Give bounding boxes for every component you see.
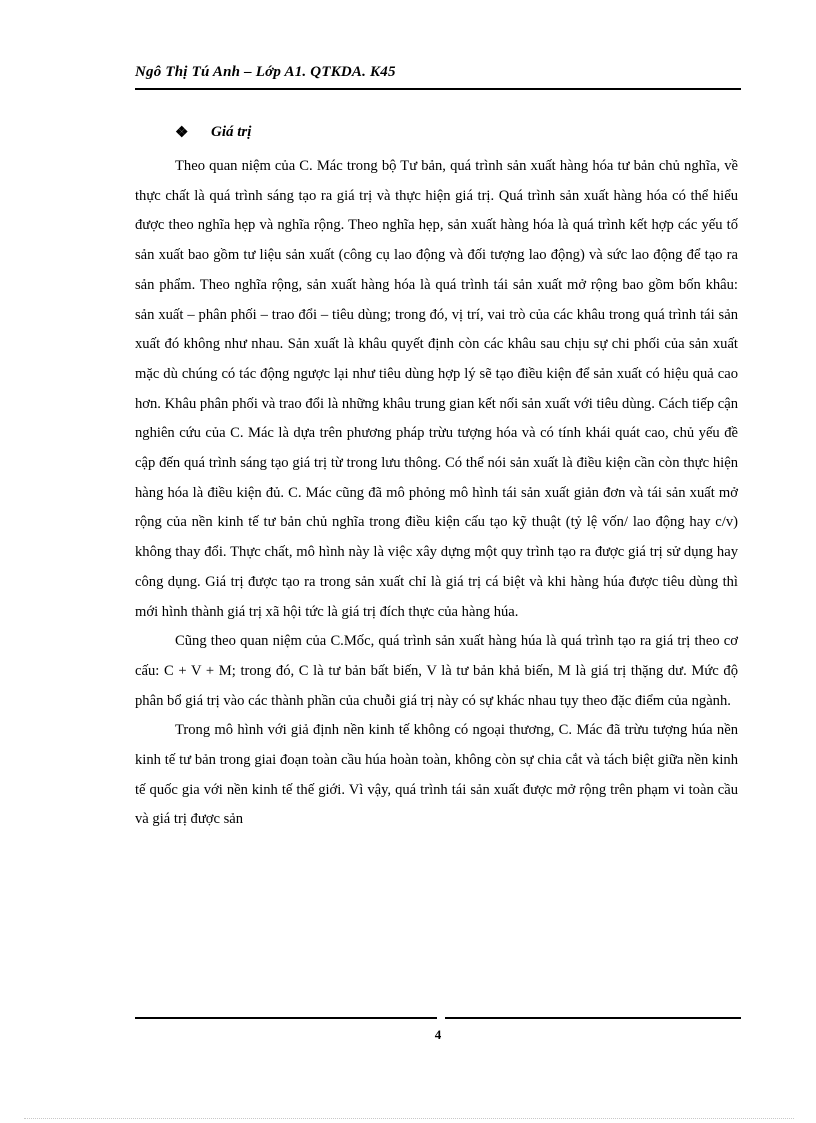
footer-rule-right bbox=[445, 1017, 741, 1019]
page-number: 4 bbox=[434, 1027, 442, 1042]
section-heading bbox=[175, 123, 251, 142]
paragraph-3: Trong mô hình với giả định nền kinh tế không có ngoại thương, C. Mác đã trừu tượng húa nền kinh tế tư bản trong giai đoạn toàn cầu húa hoàn toàn, không còn sự chia cắt và tách biệt giữa nền kinh tế quốc gia với nền kinh tế thế giới. Vì vậy, quá trình tái sản xuất được mở rộng trên phạm vi toàn cầu và giá trị được sản bbox=[135, 722, 738, 828]
section-title: Giá trị bbox=[211, 124, 252, 140]
footer-rule-left bbox=[135, 1017, 437, 1019]
page-edge-divider bbox=[24, 1118, 794, 1119]
running-header: Ngô Thị Tú Anh – Lớp A1. QTKDA. K45 bbox=[135, 64, 396, 80]
body-text bbox=[135, 152, 738, 835]
paragraph-1: Theo quan niệm của C. Mác trong bộ Tư bản, quá trình sản xuất hàng hóa tư bản chủ nghĩa, về thực chất là quá trình sáng tạo ra giá trị và thực hiện giá trị. Quá trình sản xuất hàng hóa có thể hiểu được theo nghĩa hẹp và nghĩa rộng. Theo nghĩa hẹp, sản xuất hàng hóa là quá trình kết hợp các yếu tố sản xuất bao gồm tư liệu sản xuất (công cụ lao động và đối tượng lao động) và sức lao động để tạo ra sản phẩm. Theo nghĩa rộng, sản xuất hàng hóa là quá trình tái sản xuất mở rộng bao gồm bốn khâu: sản xuất – phân phối – trao đổi – tiêu dùng; trong đó, vị trí, vai trò của các khâu trong quá trình tái sản xuất đó không như nhau. Sản xuất là khâu quyết định còn các khâu sau chịu sự chi phối của sản xuất mặc dù chúng có tác động ngược lại như tiêu dùng hợp lý sẽ tạo điều kiện để sản xuất có hiệu quả cao hơn. Khâu phân phối và trao đổi là những khâu trung gian kết nối sản xuất với tiêu dùng. Cách tiếp cận nghiên cứu của C. Mác là dựa trên phương pháp trừu tượng hóa và có tính khái quát cao, chủ yếu đề cập đến quá trình sáng tạo giá trị từ trong lưu thông. Có thể nói sản xuất là điều kiện cần còn thực hiện hàng hóa là điều kiện đủ. C. Mác cũng đã mô phỏng mô hình tái sản xuất giản đơn và tái sản xuất mở rộng của nền kinh tế tư bản chủ nghĩa trong điều kiện cấu tạo kỹ thuật (tỷ lệ vốn/ lao động hay c/v) không thay đổi. Thực chất, mô hình này là việc xây dựng một quy trình tạo ra được giá trị sử dụng hay công dụng. Giá trị được tạo ra trong sản xuất chỉ là giá trị cá biệt và khi hàng húa được tiêu dùng thì mới hình thành giá trị xã hội tức là giá trị đích thực của hàng húa. bbox=[135, 158, 738, 620]
diamond-bullet-icon: ❖ bbox=[175, 125, 189, 141]
paragraph-2: Cũng theo quan niệm của C.Mốc, quá trình sản xuất hàng húa là quá trình tạo ra giá trị theo cơ cấu: C + V + M; trong đó, C là tư bản bất biến, V là tư bản khả biến, M là giá trị thặng dư. Mức độ phân bổ giá trị vào các thành phần của chuỗi giá trị này có sự khác nhau tụy theo đặc điểm của ngành. bbox=[135, 633, 738, 709]
header-rule bbox=[135, 88, 741, 90]
